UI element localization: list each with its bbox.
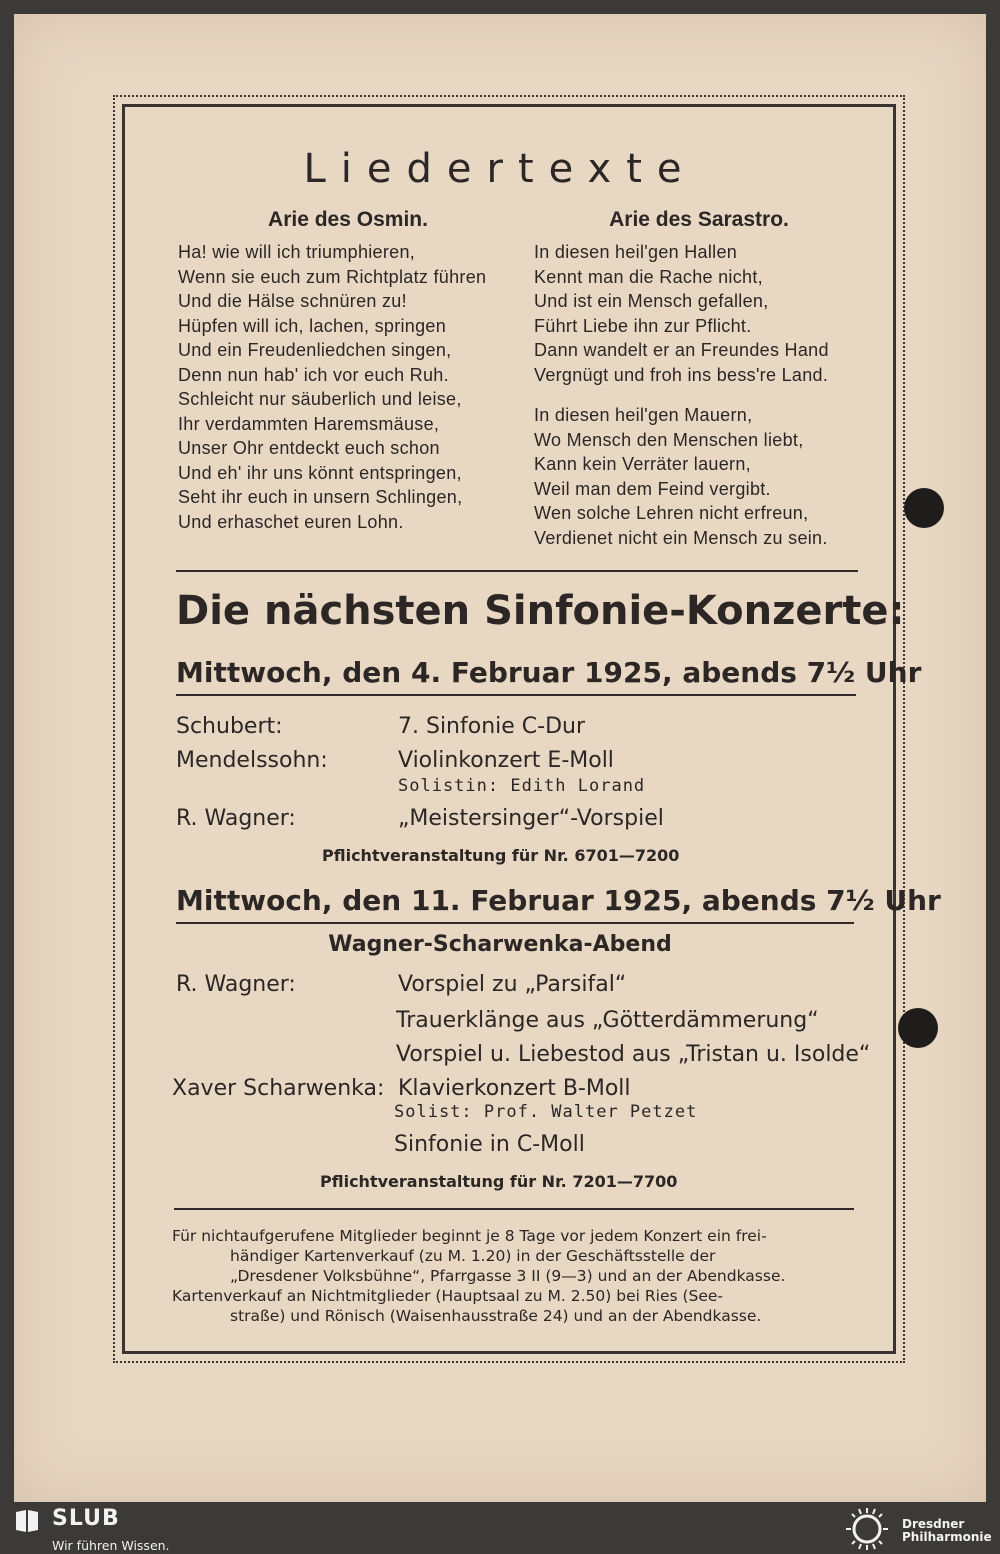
punch-hole-top — [904, 488, 944, 528]
ticket-info-line: händiger Kartenverkauf (zu M. 1.20) in der Geschäftsstelle der — [230, 1247, 716, 1265]
right-line: Vergnügt und froh ins bess're Land. — [534, 364, 829, 385]
stanza-1 — [534, 240, 864, 387]
concert2-date-underline — [176, 922, 854, 924]
philharmonie-line-1: Dresdner — [902, 1517, 965, 1531]
left-line: Und die Hälse schnüren zu! — [178, 291, 407, 311]
concert2-subtitle: Wagner-Scharwenka-Abend — [328, 932, 672, 957]
left-line: Seht ihr euch in unsern Schlingen, — [178, 487, 463, 507]
right-song — [534, 208, 864, 566]
slub-name[interactable]: SLUB — [52, 1506, 120, 1531]
concert2-note: Pflichtveranstaltung für Nr. 7201—7700 — [320, 1172, 678, 1191]
slub-logo-icon — [14, 1508, 40, 1534]
concert1-composer-mendelssohn: Mendelssohn: — [176, 748, 328, 773]
concert1-date-underline — [176, 694, 856, 696]
left-line: Und erhaschet euren Lohn. — [178, 511, 404, 532]
right-line: Dann wandelt er an Freundes Hand — [534, 340, 829, 360]
left-line: Ihr verdammten Haremsmäuse, — [178, 413, 440, 434]
left-line: Und eh' ihr uns könnt entspringen, — [178, 462, 462, 483]
stanza-2 — [534, 403, 864, 550]
concert1-note: Pflichtveranstaltung für Nr. 6701—7200 — [322, 846, 680, 865]
divider-top — [176, 570, 858, 572]
ticket-info-line: Für nichtaufgerufene Mitglieder beginnt je 8 Tage vor jedem Konzert ein frei- — [172, 1227, 767, 1245]
left-line: Schleicht nur säuberlich und leise, — [178, 389, 462, 409]
concert1-work-2: Violinkonzert E-Moll — [398, 748, 614, 773]
left-line: Und ein Freudenliedchen singen, — [178, 340, 452, 360]
concert2-work-1b: Trauerklänge aus „Götterdämmerung“ — [396, 1008, 819, 1033]
right-song-heading: Arie des Sarastro. — [609, 208, 789, 231]
right-line: Wo Mensch den Menschen liebt, — [534, 429, 804, 450]
concert2-soloist: Solist: Prof. Walter Petzet — [394, 1102, 698, 1122]
right-line: In diesen heil'gen Hallen — [534, 242, 738, 262]
right-line: Wen solche Lehren nicht erfreun, — [534, 503, 809, 523]
concert1-work-1: 7. Sinfonie C-Dur — [398, 714, 586, 739]
philharmonie-logo-icon — [842, 1506, 892, 1552]
philharmonie-name[interactable] — [902, 1518, 992, 1544]
concert2-work-1a: Vorspiel zu „Parsifal“ — [398, 972, 627, 997]
right-line: In diesen heil'gen Mauern, — [534, 405, 753, 425]
concert2-date: Mittwoch, den 11. Februar 1925, abends 7½ Uhr — [176, 884, 941, 917]
right-line: Kennt man die Rache nicht, — [534, 266, 763, 287]
concert2-work-2: Klavierkonzert B-Moll — [398, 1076, 631, 1101]
concert1-composer-schubert: Schubert: — [176, 714, 283, 739]
left-song-heading: Arie des Osmin. — [268, 208, 428, 231]
right-line: Und ist ein Mensch gefallen, — [534, 291, 769, 311]
concert2-work-3: Sinfonie in C-Moll — [394, 1132, 585, 1157]
left-line: Ha! wie will ich triumphieren, — [178, 242, 416, 262]
slub-tagline: Wir führen Wissen. — [52, 1538, 170, 1553]
right-line: Weil man dem Feind vergibt. — [534, 478, 771, 499]
concert1-composer-wagner: R. Wagner: — [176, 806, 296, 831]
left-line: Wenn sie euch zum Richtplatz führen — [178, 266, 487, 287]
concert2-work-1c: Vorspiel u. Liebestod aus „Tristan u. Isolde“ — [396, 1042, 871, 1067]
concert2-composer-wagner: R. Wagner: — [176, 972, 296, 997]
ticket-info-line: „Dresdener Volksbühne“, Pfarrgasse 3 II (9—3) und an der Abendkasse. — [230, 1267, 786, 1285]
concert1-soloist: Solistin: Edith Lorand — [398, 776, 646, 796]
ticket-info-line: Kartenverkauf an Nichtmitglieder (Hauptsaal zu M. 2.50) bei Ries (See- — [172, 1287, 724, 1305]
ticket-info — [172, 1226, 856, 1326]
left-line: Unser Ohr entdeckt euch schon — [178, 438, 440, 458]
page-title: Liedertexte — [303, 146, 697, 192]
philharmonie-line-2: Philharmonie — [902, 1530, 992, 1544]
left-line: Hüpfen will ich, lachen, springen — [178, 315, 447, 336]
ticket-info-line: straße) und Rönisch (Waisenhausstraße 24) und an der Abendkasse. — [230, 1307, 762, 1325]
concerts-heading: Die nächsten Sinfonie-Konzerte: — [176, 588, 905, 634]
left-song — [178, 208, 518, 534]
right-line: Führt Liebe ihn zur Pflicht. — [534, 315, 752, 336]
divider-bottom — [174, 1208, 854, 1210]
right-line: Kann kein Verräter lauern, — [534, 454, 751, 474]
right-line: Verdienet nicht ein Mensch zu sein. — [534, 527, 828, 548]
library-footer-bar — [0, 1504, 1000, 1554]
punch-hole-bottom — [898, 1008, 938, 1048]
concert1-date: Mittwoch, den 4. Februar 1925, abends 7½ Uhr — [176, 656, 922, 689]
concert1-work-3: „Meistersinger“-Vorspiel — [398, 806, 664, 831]
concert2-composer-scharwenka: Xaver Scharwenka: — [172, 1076, 385, 1101]
left-line: Denn nun hab' ich vor euch Ruh. — [178, 364, 449, 385]
